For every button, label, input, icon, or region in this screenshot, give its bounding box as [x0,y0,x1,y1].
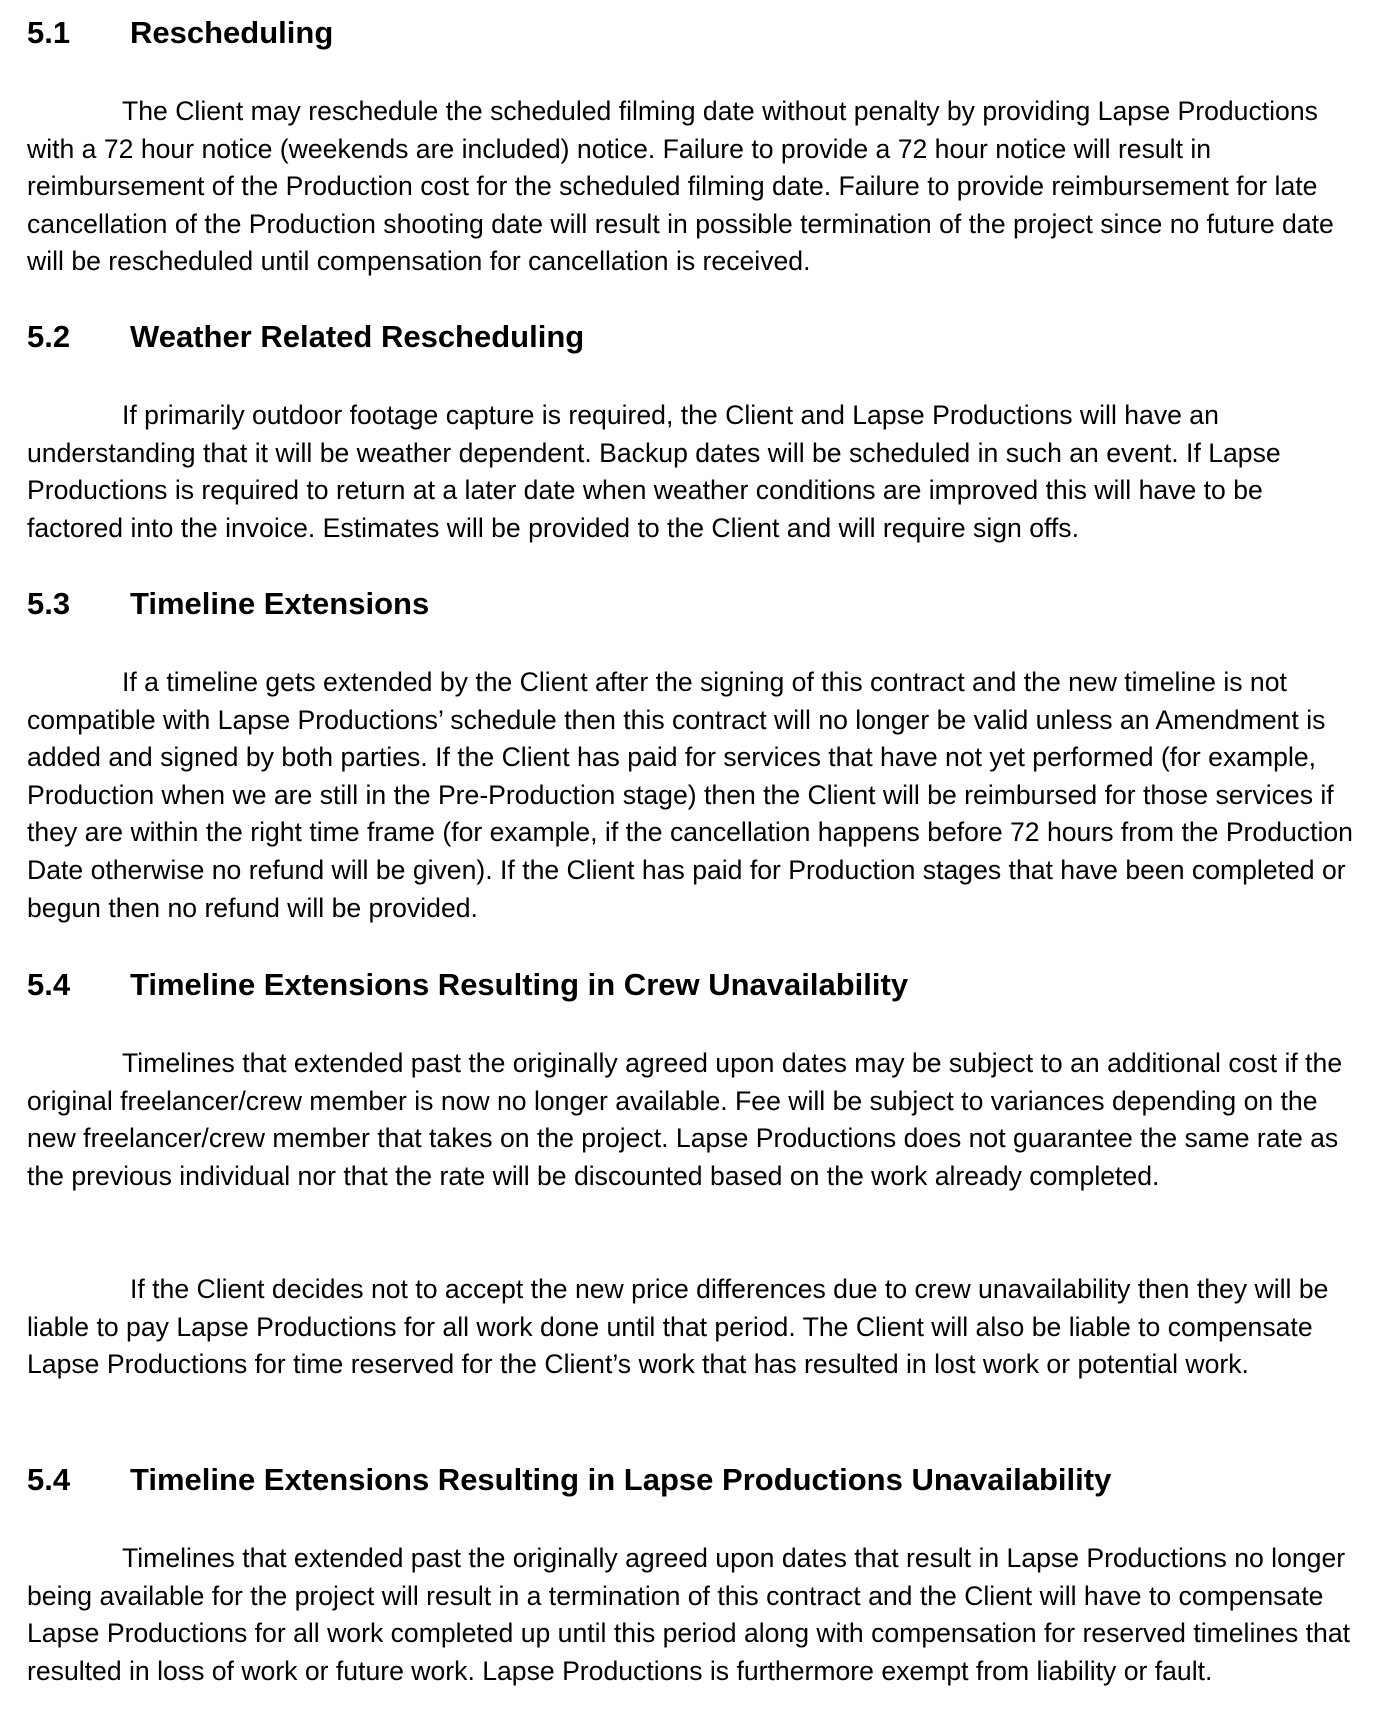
section-title: Weather Related Rescheduling [130,319,585,354]
section-heading-5-4-crew [27,966,908,1004]
section-5-1-paragraph-1: The Client may reschedule the scheduled filming date without penalty by providing Lapse Productions with a 72 hour notice (weekends are included) notice. Failure to provide a 72 hour notice will result in reimbursement of the Production cost for the scheduled filming date. Failure to provide reimbursement for late cancellation of the Production shooting date will result in possible termination of the project since no future date will be rescheduled until compensation for cancellation is received. [27,96,1334,277]
section-number: 5.3 [27,586,71,621]
section-heading-5-2 [27,318,584,356]
section-5-4-crew-paragraph-1: Timelines that extended past the originally agreed upon dates may be subject to an additional cost if the original freelancer/crew member is now no longer available. Fee will be subject to variances depending on the new freelancer/crew member that takes on the project. Lapse Productions does not guarantee the same rate as the previous individual nor that the rate will be discounted based on the work already completed. [27,1048,1343,1191]
section-number: 5.1 [27,15,71,50]
section-title: Rescheduling [130,15,334,50]
section-5-2-paragraph-1: If primarily outdoor footage capture is required, the Client and Lapse Productions will have an understanding that it will be weather dependent. Backup dates will be scheduled in such an event. If Lapse Productions is required to return at a later date when weather conditions are improved this will have to be factored into the invoice. Estimates will be provided to the Client and will require sign offs. [27,400,1281,543]
section-title: Timeline Extensions Resulting in Lapse Productions Unavailability [130,1462,1112,1497]
section-title: Timeline Extensions [130,586,430,621]
section-5-4-lapse-paragraph-1: Timelines that extended past the originally agreed upon dates that result in Lapse Productions no longer being available for the project will result in a termination of this contract and the Client will have to compensate Lapse Productions for all work completed up until this period along with compensation for reserved timelines that resulted in loss of work or future work. Lapse Productions is furthermore exempt from liability or fault. [27,1543,1351,1686]
section-number: 5.4 [27,967,71,1002]
section-title: Timeline Extensions Resulting in Crew Unavailability [130,967,909,1002]
section-5-3-paragraph-1: If a timeline gets extended by the Client after the signing of this contract and the new timeline is not compatible with Lapse Productions’ schedule then this contract will no longer be valid unless an Amendment is added and signed by both parties. If the Client has paid for services that have not yet performed (for example, Production when we are still in the Pre-Production stage) then the Client will be reimbursed for those services if they are within the right time frame (for example, if the cancellation happens before 72 hours from the Production Date otherwise no refund will be given). If the Client has paid for Production stages that have been completed or begun then no refund will be provided. [27,667,1353,923]
section-heading-5-4-lapse [27,1461,1111,1499]
section-5-4-crew-paragraph-2: If the Client decides not to accept the new price differences due to crew unavailability then they will be liable to pay Lapse Productions for all work done until that period. The Client will also be liable to compensate Lapse Productions for time reserved for the Client’s work that has resulted in lost work or potential work. [27,1274,1329,1380]
section-heading-5-3 [27,585,429,623]
section-number: 5.2 [27,319,71,354]
section-number: 5.4 [27,1462,71,1497]
section-heading-5-1 [27,14,333,52]
